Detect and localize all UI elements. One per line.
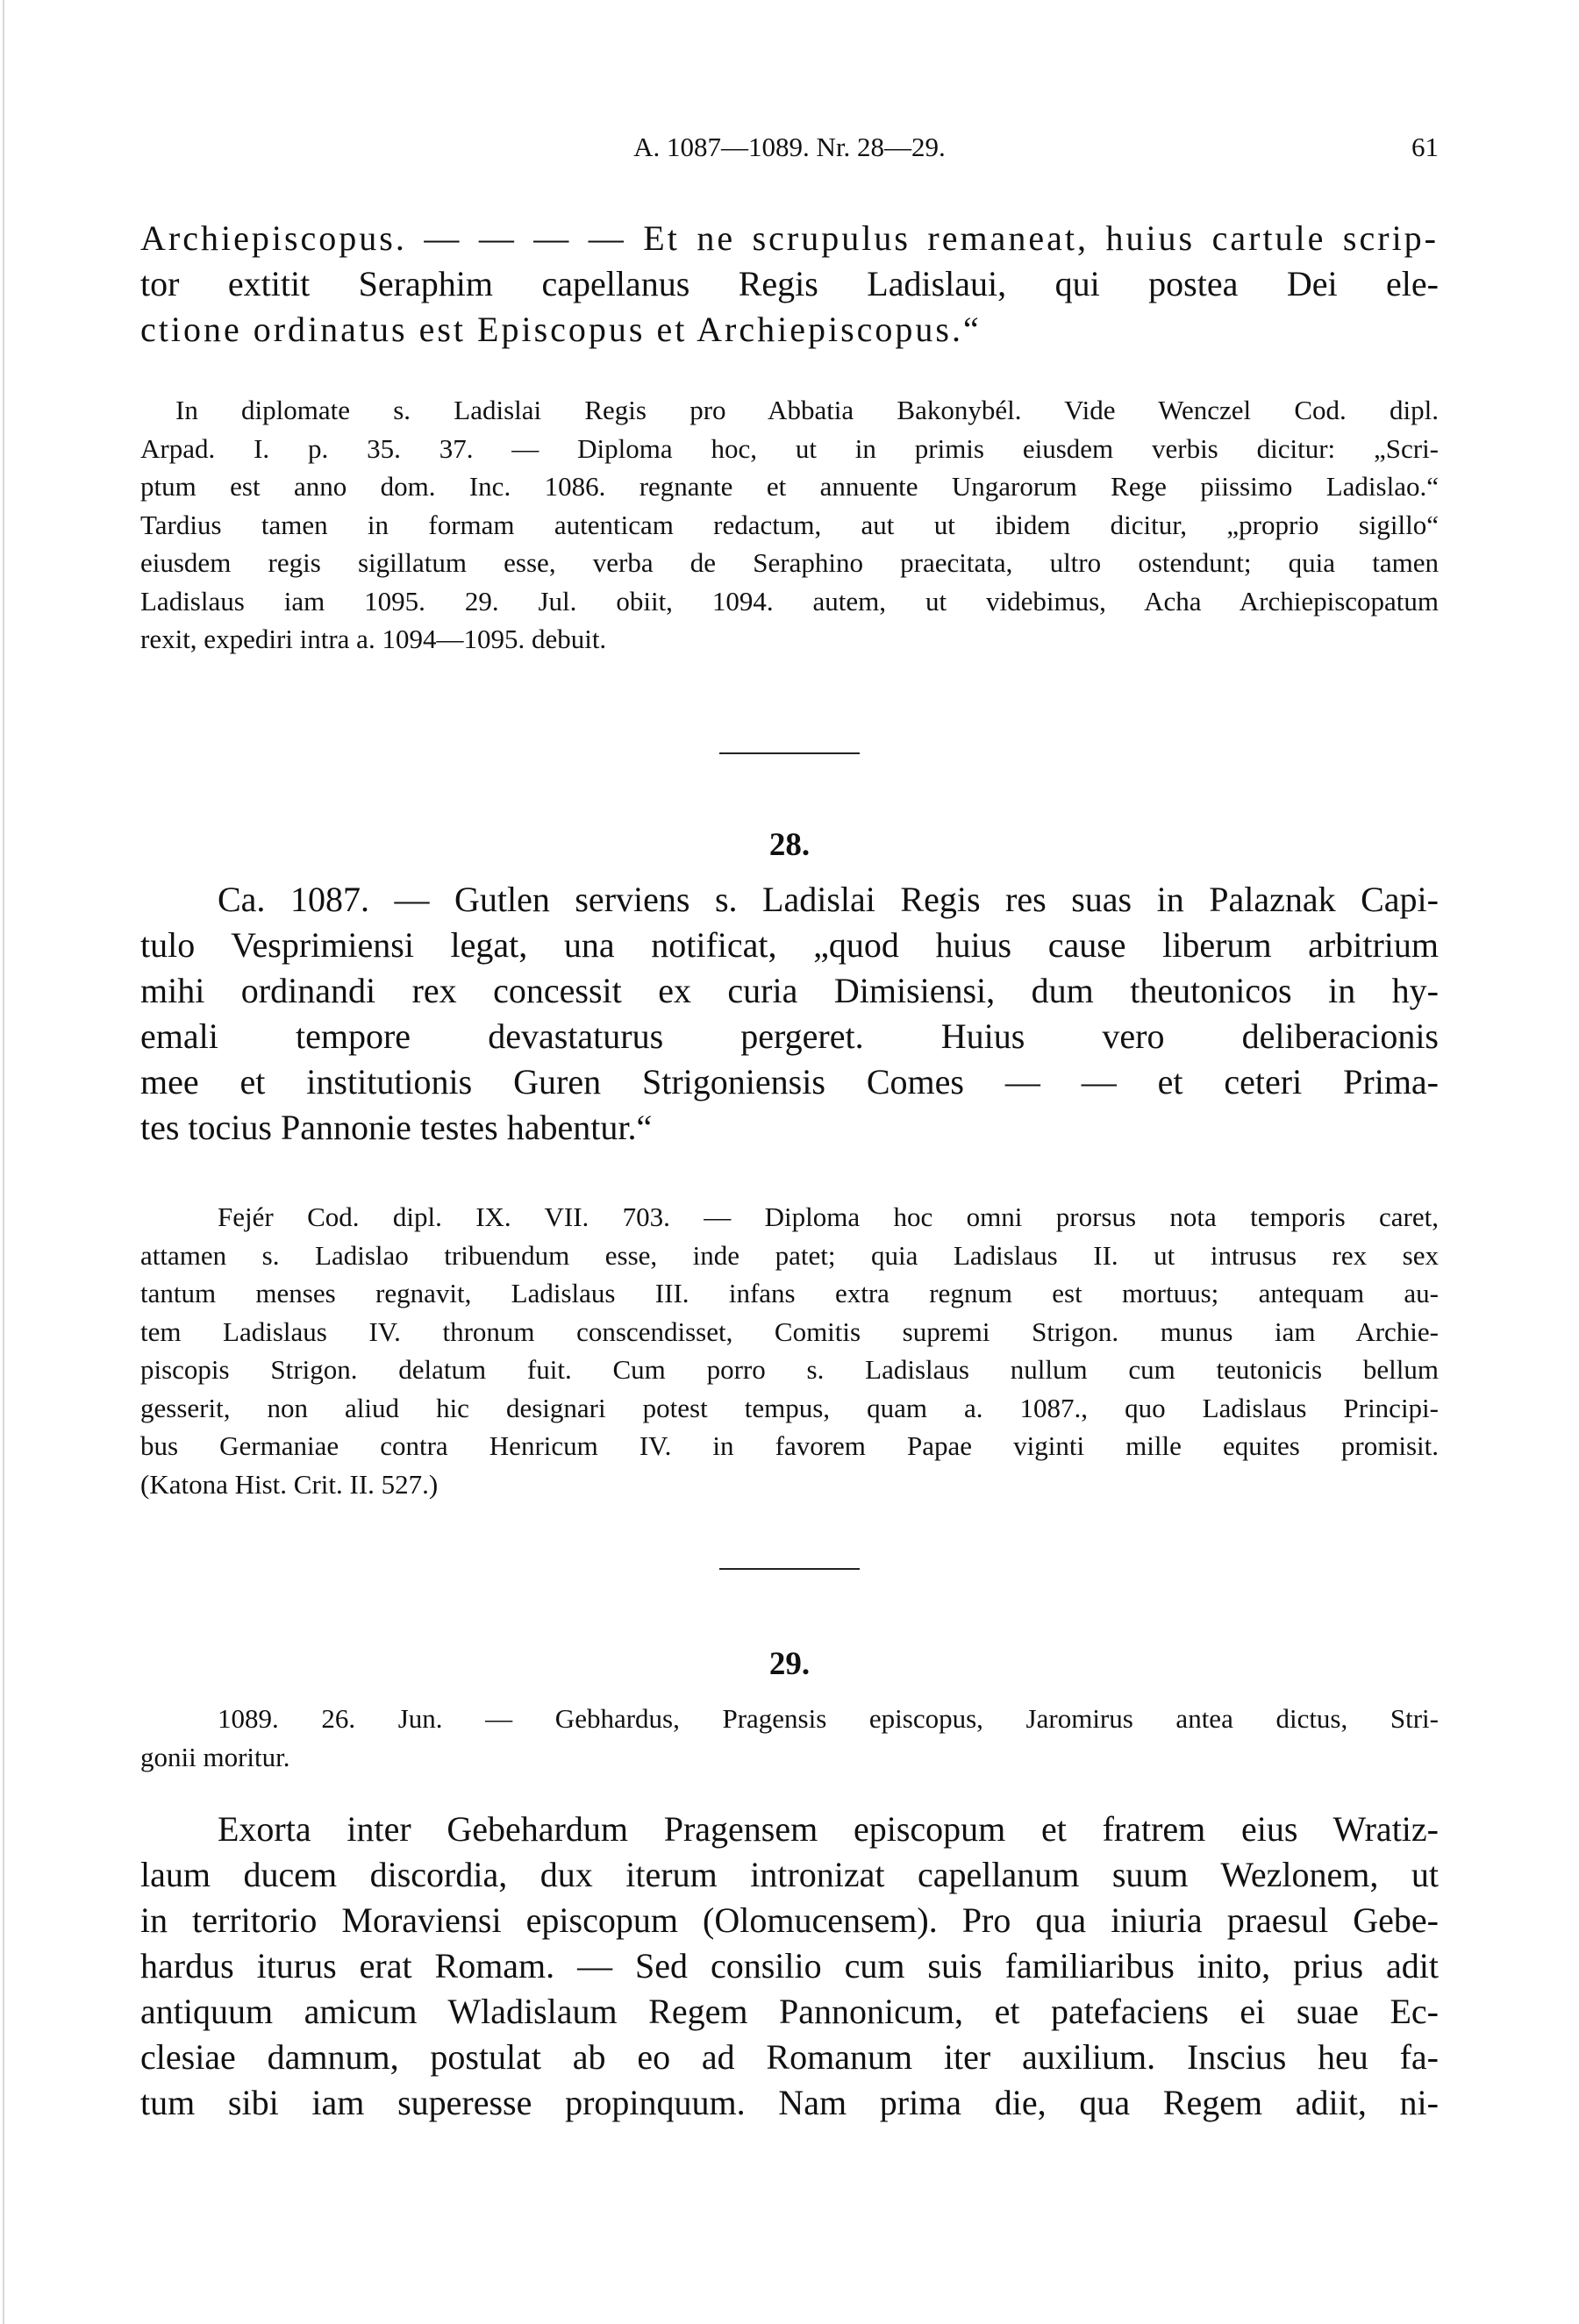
text-line: Ca. 1087. — Gutlen serviens s. Ladislai Regis res suas in Palaznak Capi- <box>218 880 1439 919</box>
note-line: attamen s. Ladislao tribuendum esse, inde patet; quia Ladislaus II. ut intrusus rex sex <box>140 1239 1439 1271</box>
text-line: antiquum amicum Wladislaum Regem Pannonicum, et patefaciens ei suae Ec- <box>140 1992 1439 2031</box>
note-line: ptum est anno dom. Inc. 1086. regnante et annuente Ungarorum Rege piissimo Ladislao.“ <box>140 471 1439 502</box>
text-line: tum sibi iam superesse propinquum. Nam prima die, qua Regem adiit, ni- <box>140 2083 1439 2122</box>
section-29-summary <box>140 1700 1439 1776</box>
text-line: tor extitit Seraphim capellanus Regis Ladislaui, qui postea Dei ele- <box>140 264 1439 303</box>
section-divider <box>719 1568 860 1570</box>
summary-line: gonii moritur. <box>140 1741 290 1772</box>
note-line: rexit, expediri intra a. 1094—1095. debuit. <box>140 624 607 654</box>
intro-text <box>140 216 1439 353</box>
text-line: Archiepiscopus. — — — — Et ne scrupulus remaneat, huius cartule scrip- <box>140 218 1439 258</box>
section-28-note <box>140 1198 1439 1503</box>
note-line: In diplomate s. Ladislai Regis pro Abbatia Bakonybél. Vide Wenczel Cod. dipl. <box>175 395 1439 425</box>
note-line: Fejér Cod. dipl. IX. VII. 703. — Diploma hoc omni prorsus nota temporis caret, <box>218 1201 1439 1232</box>
text-line: tes tocius Pannonie testes habentur.“ <box>140 1108 653 1147</box>
running-title: A. 1087—1089. Nr. 28—29. <box>633 132 946 162</box>
note-line: (Katona Hist. Crit. II. 527.) <box>140 1468 439 1500</box>
note-line: bus Germaniae contra Henricum IV. in favorem Papae viginti mille equites promisit. <box>140 1430 1439 1461</box>
note-line: tem Ladislaus IV. thronum conscendisset, Comitis supremi Strigon. munus iam Archie- <box>140 1315 1439 1347</box>
text-line: hardus iturus erat Romam. — Sed consilio cum suis familiaribus inito, prius adit <box>140 1946 1439 1985</box>
intro-note <box>140 391 1439 659</box>
section-divider <box>719 752 860 754</box>
text-line: emali tempore devastaturus pergeret. Huius vero deliberacionis <box>140 1016 1439 1056</box>
page-header <box>140 132 1439 175</box>
text-line: ctione ordinatus est Episcopus et Archiepiscopus.“ <box>140 310 982 349</box>
section-number: 29. <box>768 1646 811 1682</box>
text-line: mihi ordinandi rex concessit ex curia Dimisiensi, dum theutonicos in hy- <box>140 971 1439 1010</box>
text-line: laum ducem discordia, dux iterum intronizat capellanum suum Wezlonem, ut <box>140 1855 1439 1894</box>
note-line: gesserit, non aliud hic designari potest tempus, quam a. 1087., quo Ladislaus Principi- <box>140 1392 1439 1423</box>
summary-line: 1089. 26. Jun. — Gebhardus, Pragensis episcopus, Jaromirus antea dictus, Stri- <box>218 1703 1439 1734</box>
section-number: 28. <box>768 827 811 863</box>
note-line: tantum menses regnavit, Ladislaus III. infans extra regnum est mortuus; antequam au- <box>140 1278 1439 1308</box>
page-number: 61 <box>1411 132 1439 162</box>
note-line: eiusdem regis sigillatum esse, verba de Seraphino praecitata, ultro ostendunt; quia tamen <box>140 547 1439 578</box>
section-29-text <box>140 1807 1439 2126</box>
text-line: mee et institutionis Guren Strigoniensis Comes — — et ceteri Prima- <box>140 1062 1439 1101</box>
text-line: Exorta inter Gebehardum Pragensem episcopum et fratrem eius Wratiz- <box>218 1809 1439 1849</box>
note-line: Arpad. I. p. 35. 37. — Diploma hoc, ut in primis eiusdem verbis dicitur: „Scri- <box>140 432 1439 464</box>
note-line: piscopis Strigon. delatum fuit. Cum porro s. Ladislaus nullum cum teutonicis bellum <box>140 1354 1439 1385</box>
note-line: Tardius tamen in formam autenticam redactum, aut ut ibidem dicitur, „proprio sigillo“ <box>140 509 1439 540</box>
section-28-text <box>140 877 1439 1151</box>
note-line: Ladislaus iam 1095. 29. Jul. obiit, 1094. autem, ut videbimus, Acha Archiepiscopatum <box>140 585 1439 617</box>
scan-edge <box>3 0 4 2324</box>
text-line: clesiae damnum, postulat ab eo ad Romanum iter auxilium. Inscius heu fa- <box>140 2037 1439 2077</box>
text-line: in territorio Moraviensi episcopum (Olomucensem). Pro qua iniuria praesul Gebe- <box>140 1900 1439 1940</box>
text-line: tulo Vesprimiensi legat, una notificat, „quod huius cause liberum arbitrium <box>140 925 1439 965</box>
